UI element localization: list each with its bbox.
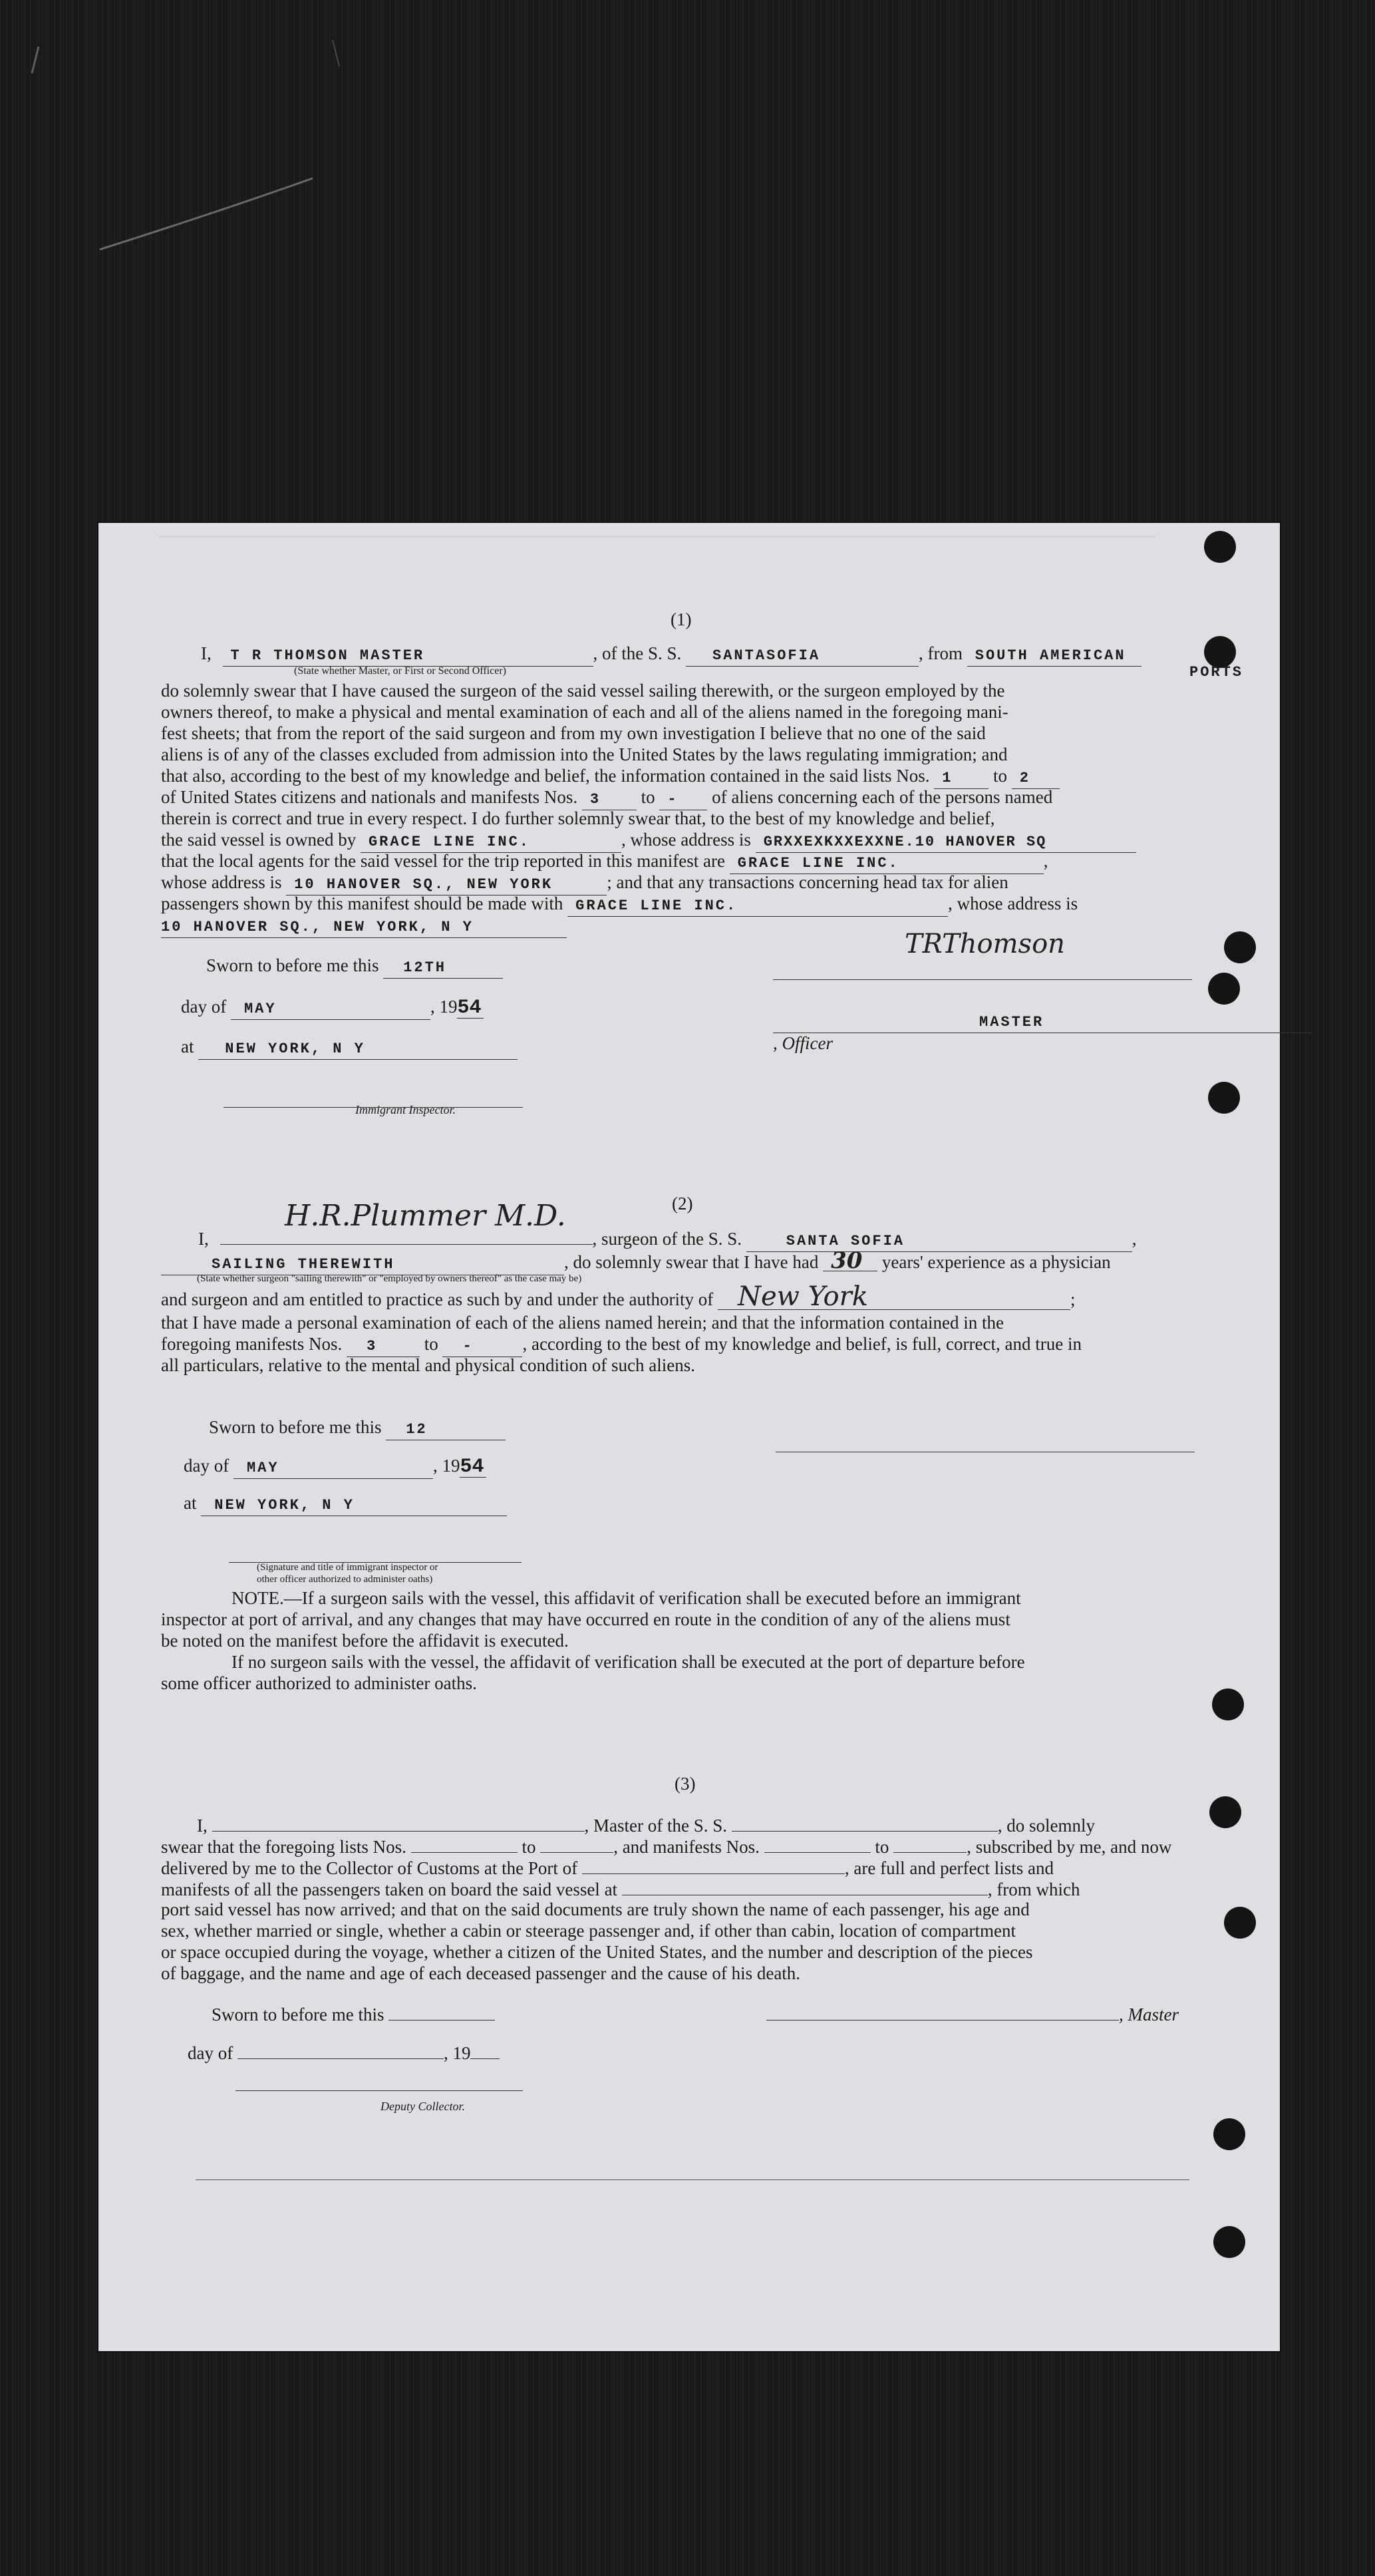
s3-sworn-day-line — [388, 2003, 495, 2020]
bottom-rule — [196, 2179, 1189, 2180]
s3-year-line — [470, 2041, 500, 2059]
surgeon-status-field: SAILING THEREWITH — [161, 1255, 564, 1275]
lists-to-field: 2 — [1012, 768, 1060, 789]
s3-master-signature — [766, 2003, 1179, 2025]
s3-day-of-text: day of — [188, 2043, 233, 2063]
manifests-from-field: 3 — [582, 790, 637, 810]
s2-manifests-to-field: - — [442, 1337, 522, 1357]
s1-line-9-text: that the local agents for the said vessel for the trip reported in this manifest are — [161, 851, 725, 871]
s3-line-3-text: delivered by me to the Collector of Customs at the Port of — [161, 1858, 578, 1878]
s1-line-4: aliens is of any of the classes excluded from admission into the United States by the laws regulating immigration; and — [161, 744, 1008, 764]
s2-line-2 — [161, 1247, 1292, 1275]
s3-sworn-line — [212, 2003, 495, 2025]
s2-vessel-field: SANTA SOFIA — [746, 1231, 1132, 1252]
s2-at-text: at — [184, 1493, 197, 1513]
s3-master-label: , Master — [1119, 2005, 1179, 2024]
s1-line-8-mid: , whose address is — [621, 830, 751, 850]
s3-to: to — [522, 1837, 536, 1857]
s1-line-11-tail: , whose address is — [948, 893, 1078, 913]
s3-master-signature-line — [766, 2003, 1119, 2020]
s1-month-field: MAY — [231, 999, 430, 1020]
vessel-name-field: SANTASOFIA — [686, 646, 919, 667]
s3-line-4-text: manifests of all the passengers taken on board the said vessel at — [161, 1879, 618, 1899]
s2-at-line — [184, 1493, 507, 1516]
years-experience-field: 30 — [823, 1251, 877, 1271]
s2-line-2-tail: years' experience as a physician — [881, 1252, 1111, 1272]
s2-i: I, — [198, 1229, 209, 1249]
s1-line-6 — [161, 786, 1292, 810]
s3-port-line — [582, 1856, 845, 1874]
s2-line-1: I, , surgeon of the S. S. SANTA SOFIA , — [161, 1227, 1292, 1252]
s3-year-prefix: , 19 — [443, 2043, 471, 2063]
s1-line-8 — [161, 829, 1292, 853]
s3-embark-port-line — [622, 1877, 988, 1895]
s1-at-text: at — [181, 1037, 194, 1056]
surgeon-name-line — [220, 1227, 593, 1245]
s3-line-2-mid: , and manifests Nos. — [613, 1837, 760, 1857]
master-name-field: T R THOMSON MASTER — [223, 646, 593, 667]
s1-line-1: do solemnly swear that I have caused the surgeon of the said vessel sailing therewith, or the surgeon employed by the — [161, 681, 1005, 701]
s1-line-6-tail: of aliens concerning each of the persons named — [712, 787, 1053, 807]
s1-line-8-text: the said vessel is owned by — [161, 830, 357, 850]
s1-to-2: to — [641, 787, 655, 807]
s3-line-3-tail: , are full and perfect lists and — [844, 1858, 1054, 1878]
deputy-collector-caption: Deputy Collector. — [381, 2100, 465, 2113]
s1-place-field: NEW YORK, N Y — [198, 1039, 518, 1060]
s1-day-of-line — [181, 997, 484, 1020]
s1-line-12 — [161, 914, 1292, 938]
s2-line-2-text: , do solemnly swear that I have had — [564, 1252, 819, 1272]
s3-sworn-text: Sworn to before me this — [212, 2005, 384, 2024]
s3-line-5: port said vessel has now arrived; and that on the said documents are truly shown the name of each passenger, his age and — [161, 1899, 1030, 1919]
state-whether-master-note: (State whether Master, or First or Second Officer) — [294, 665, 506, 677]
manifests-to-field: - — [659, 790, 707, 810]
s3-line-2-tail: , subscribed by me, and now — [967, 1837, 1172, 1857]
ports-continuation: PORTS — [1189, 664, 1244, 681]
s2-line-5 — [161, 1333, 1292, 1357]
s3-to-2: to — [875, 1837, 889, 1857]
s3-line-8: of baggage, and the name and age of each deceased passenger and the cause of his death. — [161, 1963, 801, 1983]
s3-day-of-line — [188, 2041, 500, 2064]
s1-sworn-line — [206, 955, 503, 979]
bleed-through-mark — [158, 536, 1156, 617]
s1-at-line — [181, 1037, 518, 1060]
s1-line-5-text: that also, according to the best of my knowledge and belief, the information contained in the said lists Nos. — [161, 766, 930, 786]
s3-line-1 — [161, 1814, 1292, 1836]
s1-year-prefix: , 19 — [430, 997, 458, 1017]
officer-title-line — [773, 1010, 1312, 1054]
from-port-field: SOUTH AMERICAN — [967, 646, 1142, 667]
s2-place-field: NEW YORK, N Y — [201, 1496, 507, 1516]
s2-sworn-text: Sworn to before me this — [209, 1417, 382, 1437]
note-line-1: NOTE.—If a surgeon sails with the vessel, this affidavit of verification shall be executed before an immigrant — [231, 1588, 1021, 1608]
s1-line-10-tail: ; and that any transactions concerning head tax for alien — [607, 872, 1008, 892]
s3-vessel-line — [732, 1814, 998, 1832]
surgeon-signature: H.R.Plummer M.D. — [285, 1199, 566, 1233]
s1-year-field: 54 — [457, 998, 484, 1019]
manifest-affidavit-page — [98, 523, 1280, 2351]
s1-line-10 — [161, 872, 1292, 895]
immigrant-inspector-caption: Immigrant Inspector. — [355, 1103, 456, 1116]
s3-month-line — [237, 2041, 444, 2059]
lists-from-field: 1 — [934, 768, 989, 789]
s2-year-field: 54 — [460, 1457, 486, 1478]
s3-i: I, — [197, 1816, 208, 1836]
s2-line-5-text: foregoing manifests Nos. — [161, 1334, 343, 1354]
master-signature-line — [773, 962, 1192, 980]
head-tax-address-field: 10 HANOVER SQ., NEW YORK, N Y — [161, 917, 567, 938]
s1-line-9: that the local agents for the said vessel for the trip reported in this manifest are GRACE LINE INC. , — [161, 850, 1292, 874]
film-scratches — [0, 0, 1375, 523]
s3-line-2-text: swear that the foregoing lists Nos. — [161, 1837, 406, 1857]
note-line-2: inspector at port of arrival, and any changes that may have occurred en route in the condition of any of the aliens must — [161, 1609, 1010, 1629]
s2-manifests-from-field: 3 — [347, 1337, 420, 1357]
s3-line-7: or space occupied during the voyage, whether a citizen of the United States, and the number and description of the pieces — [161, 1942, 1033, 1962]
s3-line-2 — [161, 1835, 1292, 1857]
s2-year-prefix: , 19 — [432, 1456, 460, 1476]
punch-hole — [1208, 1082, 1240, 1114]
s3-manifests-to-line — [893, 1835, 967, 1853]
sig-title-note-2: other officer authorized to administer oaths) — [257, 1574, 433, 1585]
s1-line-10-text: whose address is — [161, 872, 282, 892]
s3-line-6: sex, whether married or single, whether a cabin or steerage passenger and, if other than cabin, location of compartment — [161, 1921, 1016, 1941]
s1-line-7: therein is correct and true in every respect. I do further solemnly swear that, to the best of my knowledge and belief, — [161, 808, 995, 828]
s2-to: to — [424, 1334, 438, 1354]
s3-line-3 — [161, 1856, 1292, 1879]
s3-master-name-line — [212, 1814, 585, 1832]
s2-sworn-day-field: 12 — [386, 1420, 506, 1440]
s2-sworn-line — [209, 1417, 506, 1440]
punch-hole — [1213, 2226, 1245, 2258]
s1-from: , from — [919, 643, 963, 663]
s1-day-of-text: day of — [181, 997, 227, 1017]
head-tax-party-field: GRACE LINE INC. — [567, 896, 948, 917]
owner-address-field: GRXXEXKXXEXXNE.10 HANOVER SQ — [756, 832, 1136, 853]
s3-lists-to-line — [540, 1835, 613, 1853]
surgeon-status-note: (State whether surgeon "sailing therewith" or "employed by owners thereof" as the case may be) — [197, 1273, 582, 1284]
note-line-3: be noted on the manifest before the affidavit is executed. — [161, 1631, 569, 1651]
s2-line-3: and surgeon and am entitled to practice as such by and under the authority of New York ; — [161, 1281, 1076, 1312]
s2-day-of-text: day of — [184, 1456, 229, 1476]
vessel-owner-field: GRACE LINE INC. — [361, 832, 621, 853]
deputy-collector-signature-line — [235, 2073, 523, 2091]
s1-line-6-text: of United States citizens and nationals and manifests Nos. — [161, 787, 578, 807]
s2-right-signature-line — [776, 1434, 1195, 1452]
s1-to: to — [993, 766, 1007, 786]
s1-line-master — [161, 643, 1292, 667]
s3-line-4 — [161, 1877, 1292, 1900]
punch-hole — [1213, 2118, 1245, 2150]
agents-address-field: 10 HANOVER SQ., NEW YORK — [286, 875, 607, 895]
section-1-number: (1) — [671, 609, 692, 629]
s2-line-6: all particulars, relative to the mental and physical condition of such aliens. — [161, 1355, 695, 1375]
officer-title-field: MASTER — [773, 1013, 1312, 1033]
note-line-5: some officer authorized to administer oaths. — [161, 1673, 477, 1693]
section-2-number: (2) — [672, 1194, 693, 1213]
s1-line-5 — [161, 765, 1292, 789]
s2-surgeon-of: , surgeon of the S. S. — [592, 1229, 742, 1249]
sig-title-note-1: (Signature and title of immigrant inspector or — [257, 1562, 438, 1573]
s2-line-4: that I have made a personal examination of each of the aliens named herein; and that the information contained in the — [161, 1313, 1004, 1333]
s1-sworn-text: Sworn to before me this — [206, 955, 379, 975]
s1-i: I, — [201, 643, 212, 663]
officer-label: , Officer — [773, 1033, 833, 1053]
local-agents-field: GRACE LINE INC. — [730, 854, 1044, 874]
note-line-4: If no surgeon sails with the vessel, the affidavit of verification shall be executed at the port of departure before — [231, 1652, 1025, 1672]
section-3-number: (3) — [675, 1774, 696, 1794]
s3-manifests-from-line — [764, 1835, 871, 1853]
punch-hole — [1204, 531, 1236, 563]
s2-line-5-tail: , according to the best of my knowledge and belief, is full, correct, and true in — [522, 1334, 1082, 1354]
master-signature: TRThomson — [905, 929, 1065, 959]
s2-day-of-line — [184, 1456, 486, 1479]
s1-line-3: fest sheets; that from the report of the said surgeon and from my own investigation I believe that no one of the said — [161, 723, 986, 743]
authority-field: New York — [718, 1288, 1070, 1310]
punch-hole — [1208, 973, 1240, 1005]
s3-line-4-tail: , from which — [987, 1879, 1080, 1899]
s1-sworn-day-field: 12TH — [383, 958, 503, 979]
s3-line-1-text: , Master of the S. S. — [584, 1816, 727, 1836]
s3-lists-from-line — [411, 1835, 518, 1853]
s1-of-ss: , of the S. S. — [593, 643, 682, 663]
s2-line-3-text: and surgeon and am entitled to practice as such by and under the authority of — [161, 1289, 714, 1309]
s1-line-11 — [161, 893, 1292, 917]
s3-line-1-tail: , do solemnly — [997, 1816, 1095, 1836]
s1-line-2: owners thereof, to make a physical and mental examination of each and all of the aliens named in the foregoing mani- — [161, 702, 1008, 722]
s1-line-11-text: passengers shown by this manifest should be made with — [161, 893, 563, 913]
s2-inspector-signature-line — [229, 1545, 522, 1563]
s2-month-field: MAY — [233, 1458, 433, 1479]
